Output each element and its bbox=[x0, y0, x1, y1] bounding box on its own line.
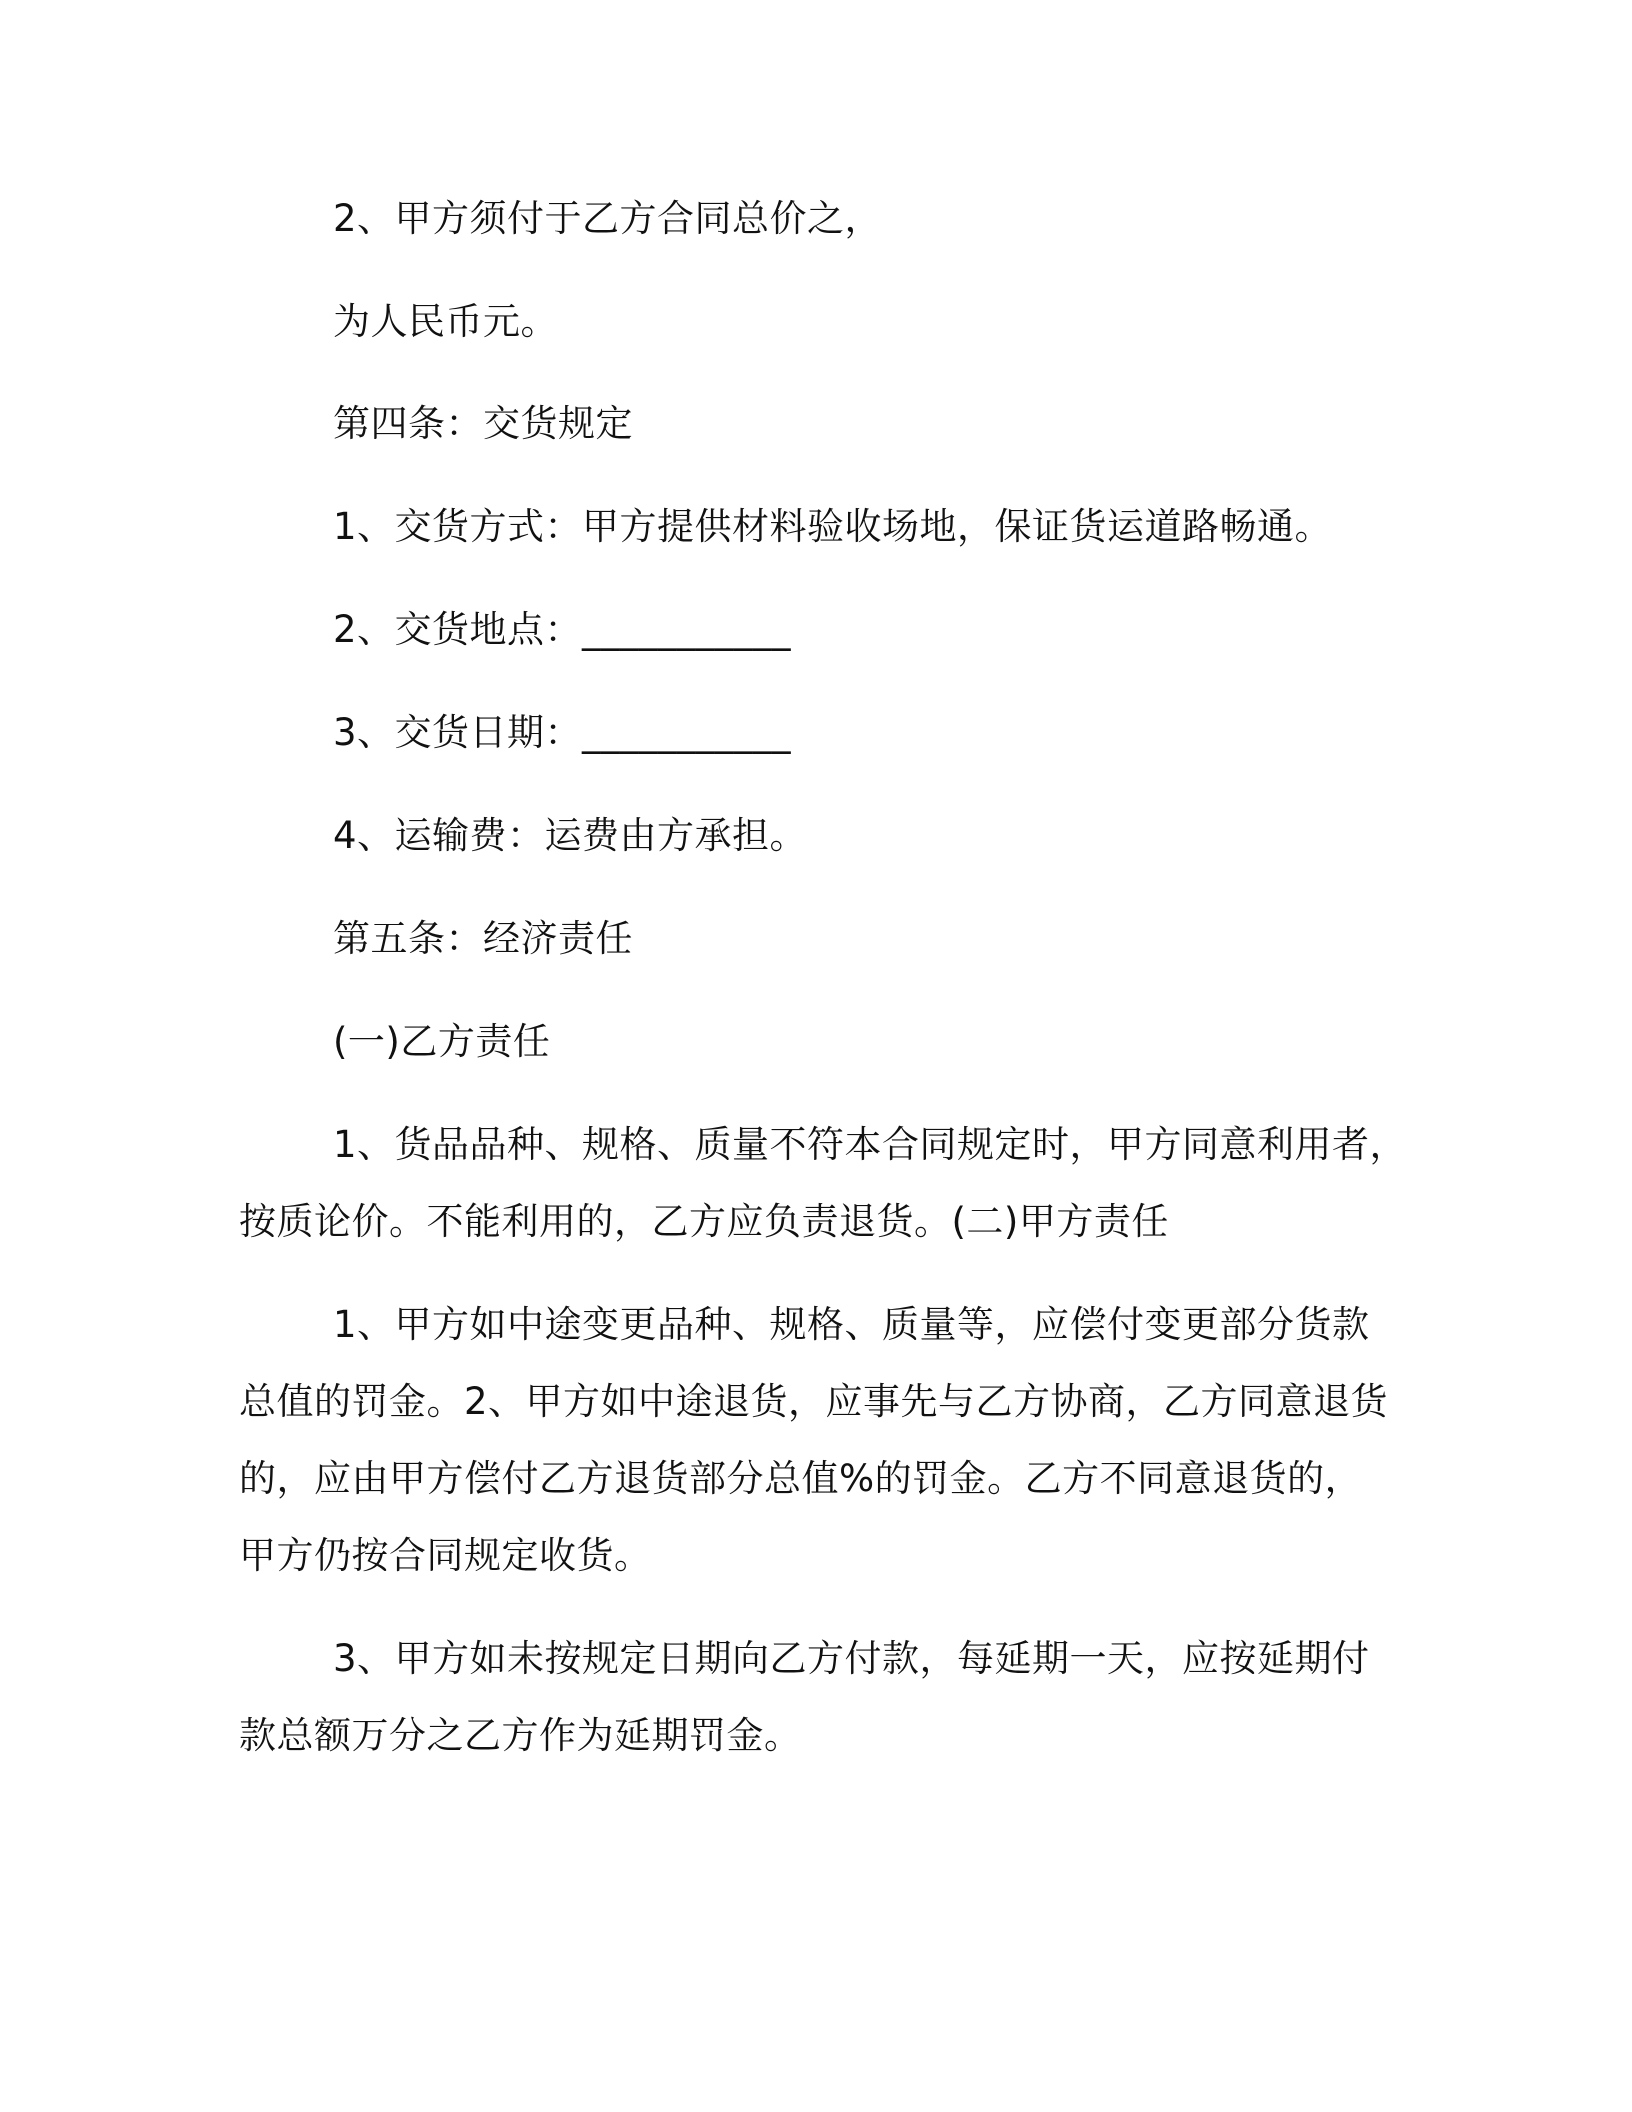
paragraph-line: 按质论价。不能利用的，乙方应负责退货。(二)甲方责任 bbox=[239, 1200, 1169, 1243]
article-five-heading: 第五条：经济责任 bbox=[333, 917, 633, 960]
paragraph-party-b-item-1 bbox=[239, 1106, 1408, 1260]
paragraph-line: 款总额万分之乙方作为延期罚金。 bbox=[239, 1714, 802, 1757]
paragraph-party-a-items bbox=[239, 1286, 1399, 1594]
paragraph-line: 的，应由甲方偿付乙方退货部分总值%的罚金。乙方不同意退货的， bbox=[239, 1457, 1363, 1500]
paragraph-line: 甲方仍按合同规定收货。 bbox=[239, 1534, 652, 1577]
clause-line-1: 2、甲方须付于乙方合同总价之， bbox=[333, 197, 883, 240]
paragraph-late-payment bbox=[239, 1620, 1399, 1774]
party-b-responsibility-heading: (一)乙方责任 bbox=[333, 1020, 551, 1063]
article-four-heading: 第四条：交货规定 bbox=[333, 402, 633, 445]
delivery-method: 1、交货方式：甲方提供材料验收场地，保证货运道路畅通。 bbox=[333, 505, 1333, 548]
paragraph-line: 总值的罚金。2、甲方如中途退货，应事先与乙方协商，乙方同意退货 bbox=[239, 1380, 1389, 1423]
paragraph-line: 1、货品品种、规格、质量不符本合同规定时，甲方同意利用者， bbox=[333, 1123, 1408, 1166]
delivery-location: 2、交货地点：___________ bbox=[333, 608, 792, 651]
paragraph-line: 1、甲方如中途变更品种、规格、质量等，应偿付变更部分货款 bbox=[333, 1303, 1370, 1346]
paragraph-line: 3、甲方如未按规定日期向乙方付款，每延期一天，应按延期付 bbox=[333, 1637, 1370, 1680]
clause-line-2: 为人民币元。 bbox=[333, 300, 558, 343]
delivery-date: 3、交货日期：___________ bbox=[333, 711, 792, 754]
transport-fee: 4、运输费：运费由方承担。 bbox=[333, 814, 808, 857]
